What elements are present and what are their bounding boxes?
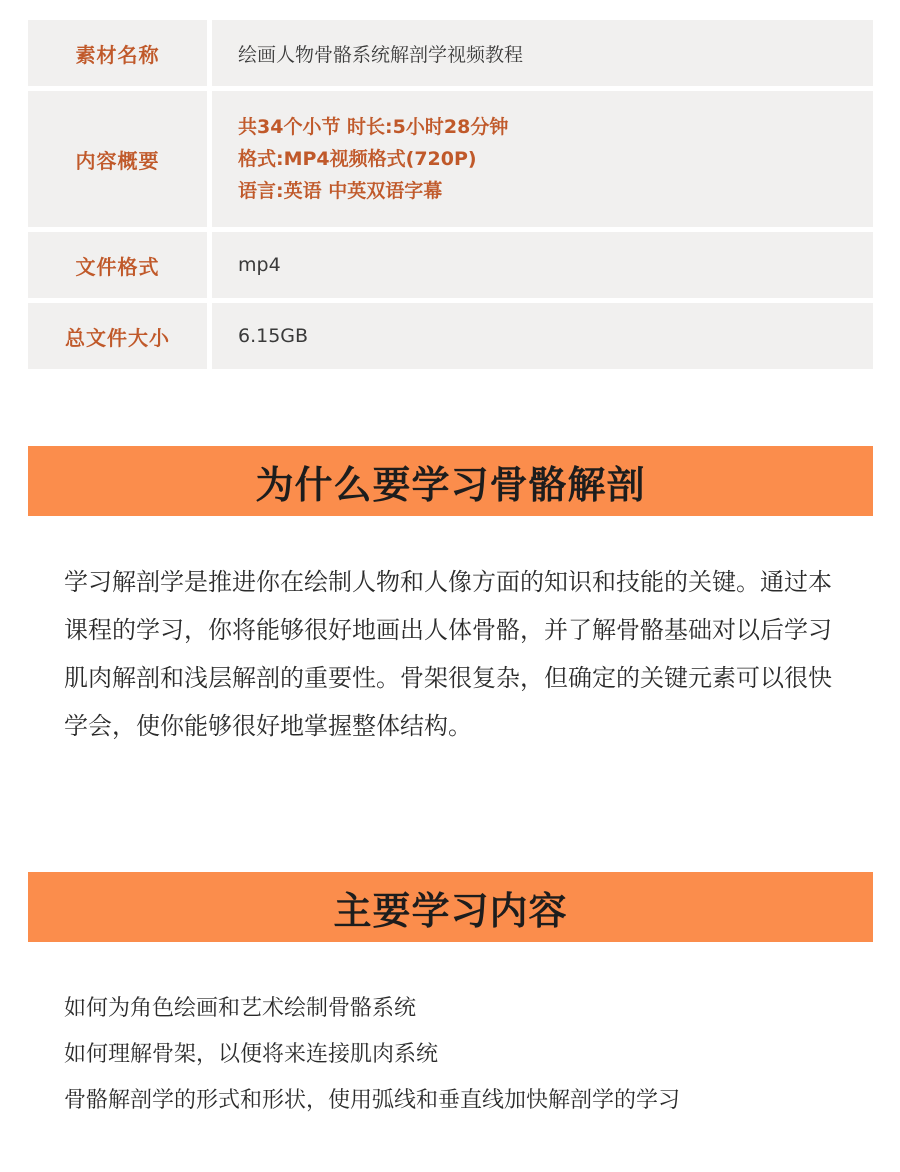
list-item: 如何为角色绘画和艺术绘制骨骼系统 xyxy=(64,996,417,1021)
summary-language: 语言:英语 中英双语字幕 xyxy=(238,180,443,202)
total-size-label: 总文件大小 xyxy=(28,303,207,369)
why-section-header xyxy=(28,446,873,516)
content-section-title: 主要学习内容 xyxy=(333,888,568,933)
file-format-value: mp4 xyxy=(212,232,873,298)
material-name-value: 绘画人物骨骼系统解剖学视频教程 xyxy=(212,20,873,86)
summary-sections-duration: 共34个小节 时长:5小时28分钟 xyxy=(238,116,509,138)
list-item: 骨骼解剖学的形式和形状，使用弧线和垂直线加快解剖学的学习 xyxy=(64,1088,681,1113)
content-summary-lines xyxy=(238,113,508,205)
list-item: 如何理解骨架，以便将来连接肌肉系统 xyxy=(64,1042,439,1067)
why-section-paragraph: 学习解剖学是推进你在绘制人物和人像方面的知识和技能的关键。通过本课程的学习，你将能够很好地画出人体骨骼，并了解骨骼基础对以后学习肌肉解剖和浅层解剖的重要性。骨架很复杂，但确定的关键元素可以很快学会，使你能够很好地掌握整体结构。 xyxy=(64,568,832,740)
why-section-title: 为什么要学习骨骼解剖 xyxy=(255,462,646,507)
total-size-value: 6.15GB xyxy=(212,303,873,369)
summary-format: 格式:MP4视频格式(720P) xyxy=(238,148,477,170)
content-summary-value xyxy=(212,91,873,227)
course-info-table xyxy=(28,20,873,369)
file-format-label: 文件格式 xyxy=(28,232,207,298)
content-summary-label: 内容概要 xyxy=(28,91,207,227)
learning-content-list xyxy=(64,986,864,1124)
content-section-header xyxy=(28,872,873,942)
material-name-label: 素材名称 xyxy=(28,20,207,86)
